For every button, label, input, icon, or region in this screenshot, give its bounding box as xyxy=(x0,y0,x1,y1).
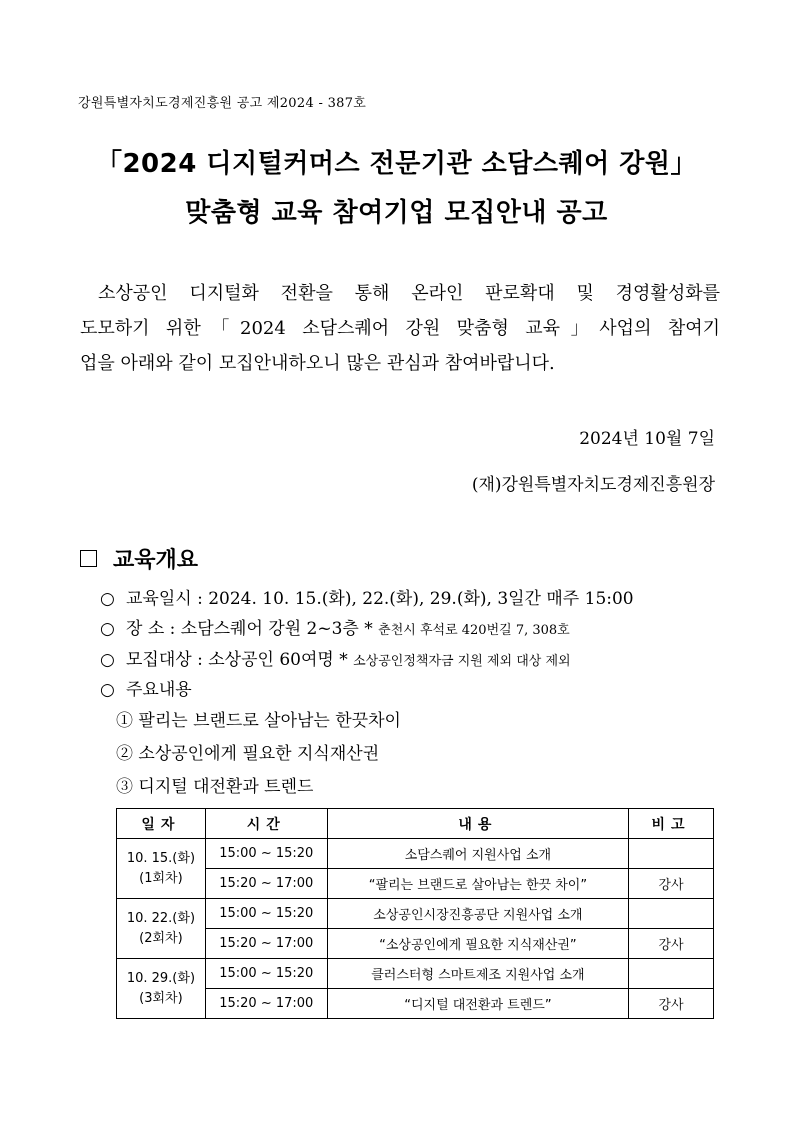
circle-bullet-icon: ○ xyxy=(100,589,115,609)
square-bullet-icon xyxy=(80,550,97,567)
overview-item-location xyxy=(100,614,570,639)
overview-item-text: 주요내용 xyxy=(126,680,192,700)
overview-item-note: 소상공인정책자금 지원 제외 대상 제외 xyxy=(353,654,571,669)
note-cell xyxy=(629,839,714,869)
issuing-organization: (재)강원특별자치도경제진흥원장 xyxy=(471,475,715,495)
session-date-cell xyxy=(117,839,206,899)
circle-bullet-icon: ○ xyxy=(100,619,115,639)
time-cell: 15:20 ~ 17:00 xyxy=(205,869,327,899)
session-date-cell xyxy=(117,899,206,959)
intro-paragraph xyxy=(80,276,720,381)
table-header-row xyxy=(117,809,714,839)
note-cell: 강사 xyxy=(629,869,714,899)
overview-item-target xyxy=(100,645,571,670)
time-cell: 15:00 ~ 15:20 xyxy=(205,959,327,989)
intro-line-1: 소상공인 디지털화 전환을 통해 온라인 판로확대 및 경영활성화를 xyxy=(98,283,720,304)
session-date: 10. 15.(화) xyxy=(126,850,196,866)
note-cell xyxy=(629,959,714,989)
section-heading xyxy=(80,543,198,574)
table-row xyxy=(117,959,714,989)
note-cell: 강사 xyxy=(629,989,714,1019)
circle-bullet-icon: ○ xyxy=(100,650,115,670)
content-item-3: ③ 디지털 대전환과 트렌드 xyxy=(116,777,314,797)
table-row xyxy=(117,869,714,899)
session-number: (2회차) xyxy=(139,930,183,946)
document-title-line1: 「2024 디지털커머스 전문기관 소담스퀘어 강원」 xyxy=(95,149,698,179)
overview-item-text: 교육일시 : 2024. 10. 15.(화), 22.(화), 29.(화), 3일간 매주 15:00 xyxy=(126,589,634,609)
content-item-1: ① 팔리는 브랜드로 살아남는 한끗차이 xyxy=(116,711,401,731)
time-cell: 15:20 ~ 17:00 xyxy=(205,989,327,1019)
content-cell: 소담스퀘어 지원사업 소개 xyxy=(327,839,628,869)
table-row xyxy=(117,989,714,1019)
session-number: (3회차) xyxy=(139,990,183,1006)
content-cell: “디지털 대전환과 트렌드” xyxy=(327,989,628,1019)
header-content: 내용 xyxy=(327,809,628,839)
time-cell: 15:20 ~ 17:00 xyxy=(205,929,327,959)
content-cell: “소상공인에게 필요한 지식재산권” xyxy=(327,929,628,959)
announcement-date: 2024년 10월 7일 xyxy=(579,429,715,449)
schedule-table xyxy=(116,808,714,1019)
note-cell: 강사 xyxy=(629,929,714,959)
notice-number: 강원특별자치도경제진흥원 공고 제2024 - 387호 xyxy=(78,96,367,111)
content-cell: “팔리는 브랜드로 살아남는 한끗 차이” xyxy=(327,869,628,899)
header-note: 비고 xyxy=(629,809,714,839)
section-title: 교육개요 xyxy=(113,548,199,573)
header-time: 시간 xyxy=(205,809,327,839)
time-cell: 15:00 ~ 15:20 xyxy=(205,839,327,869)
table-row xyxy=(117,839,714,869)
overview-item-text: 장 소 : 소담스퀘어 강원 2~3층 * xyxy=(126,619,373,639)
header-date: 일자 xyxy=(117,809,206,839)
document-title-line2: 맞춤형 교육 참여기업 모집안내 공고 xyxy=(185,198,608,228)
table-row xyxy=(117,899,714,929)
content-item-2: ② 소상공인에게 필요한 지식재산권 xyxy=(116,744,380,764)
note-cell xyxy=(629,899,714,929)
overview-item-schedule xyxy=(100,584,634,609)
session-number: (1회차) xyxy=(139,870,183,886)
content-cell: 클러스터형 스마트제조 지원사업 소개 xyxy=(327,959,628,989)
overview-item-note: 춘천시 후석로 420번길 7, 308호 xyxy=(378,623,570,638)
overview-item-text: 모집대상 : 소상공인 60여명 * xyxy=(126,650,348,670)
session-date: 10. 22.(화) xyxy=(126,910,196,926)
table-row xyxy=(117,929,714,959)
content-cell: 소상공인시장진흥공단 지원사업 소개 xyxy=(327,899,628,929)
circle-bullet-icon: ○ xyxy=(100,680,115,700)
time-cell: 15:00 ~ 15:20 xyxy=(205,899,327,929)
overview-item-content xyxy=(100,675,192,700)
session-date-cell xyxy=(117,959,206,1019)
intro-line-2: 도모하기 위한「2024 소담스퀘어 강원 맞춤형 교육」사업의 참여기 xyxy=(80,318,720,339)
session-date: 10. 29.(화) xyxy=(126,970,196,986)
intro-line-3: 업을 아래와 같이 모집안내하오니 많은 관심과 참여바랍니다. xyxy=(80,353,555,374)
